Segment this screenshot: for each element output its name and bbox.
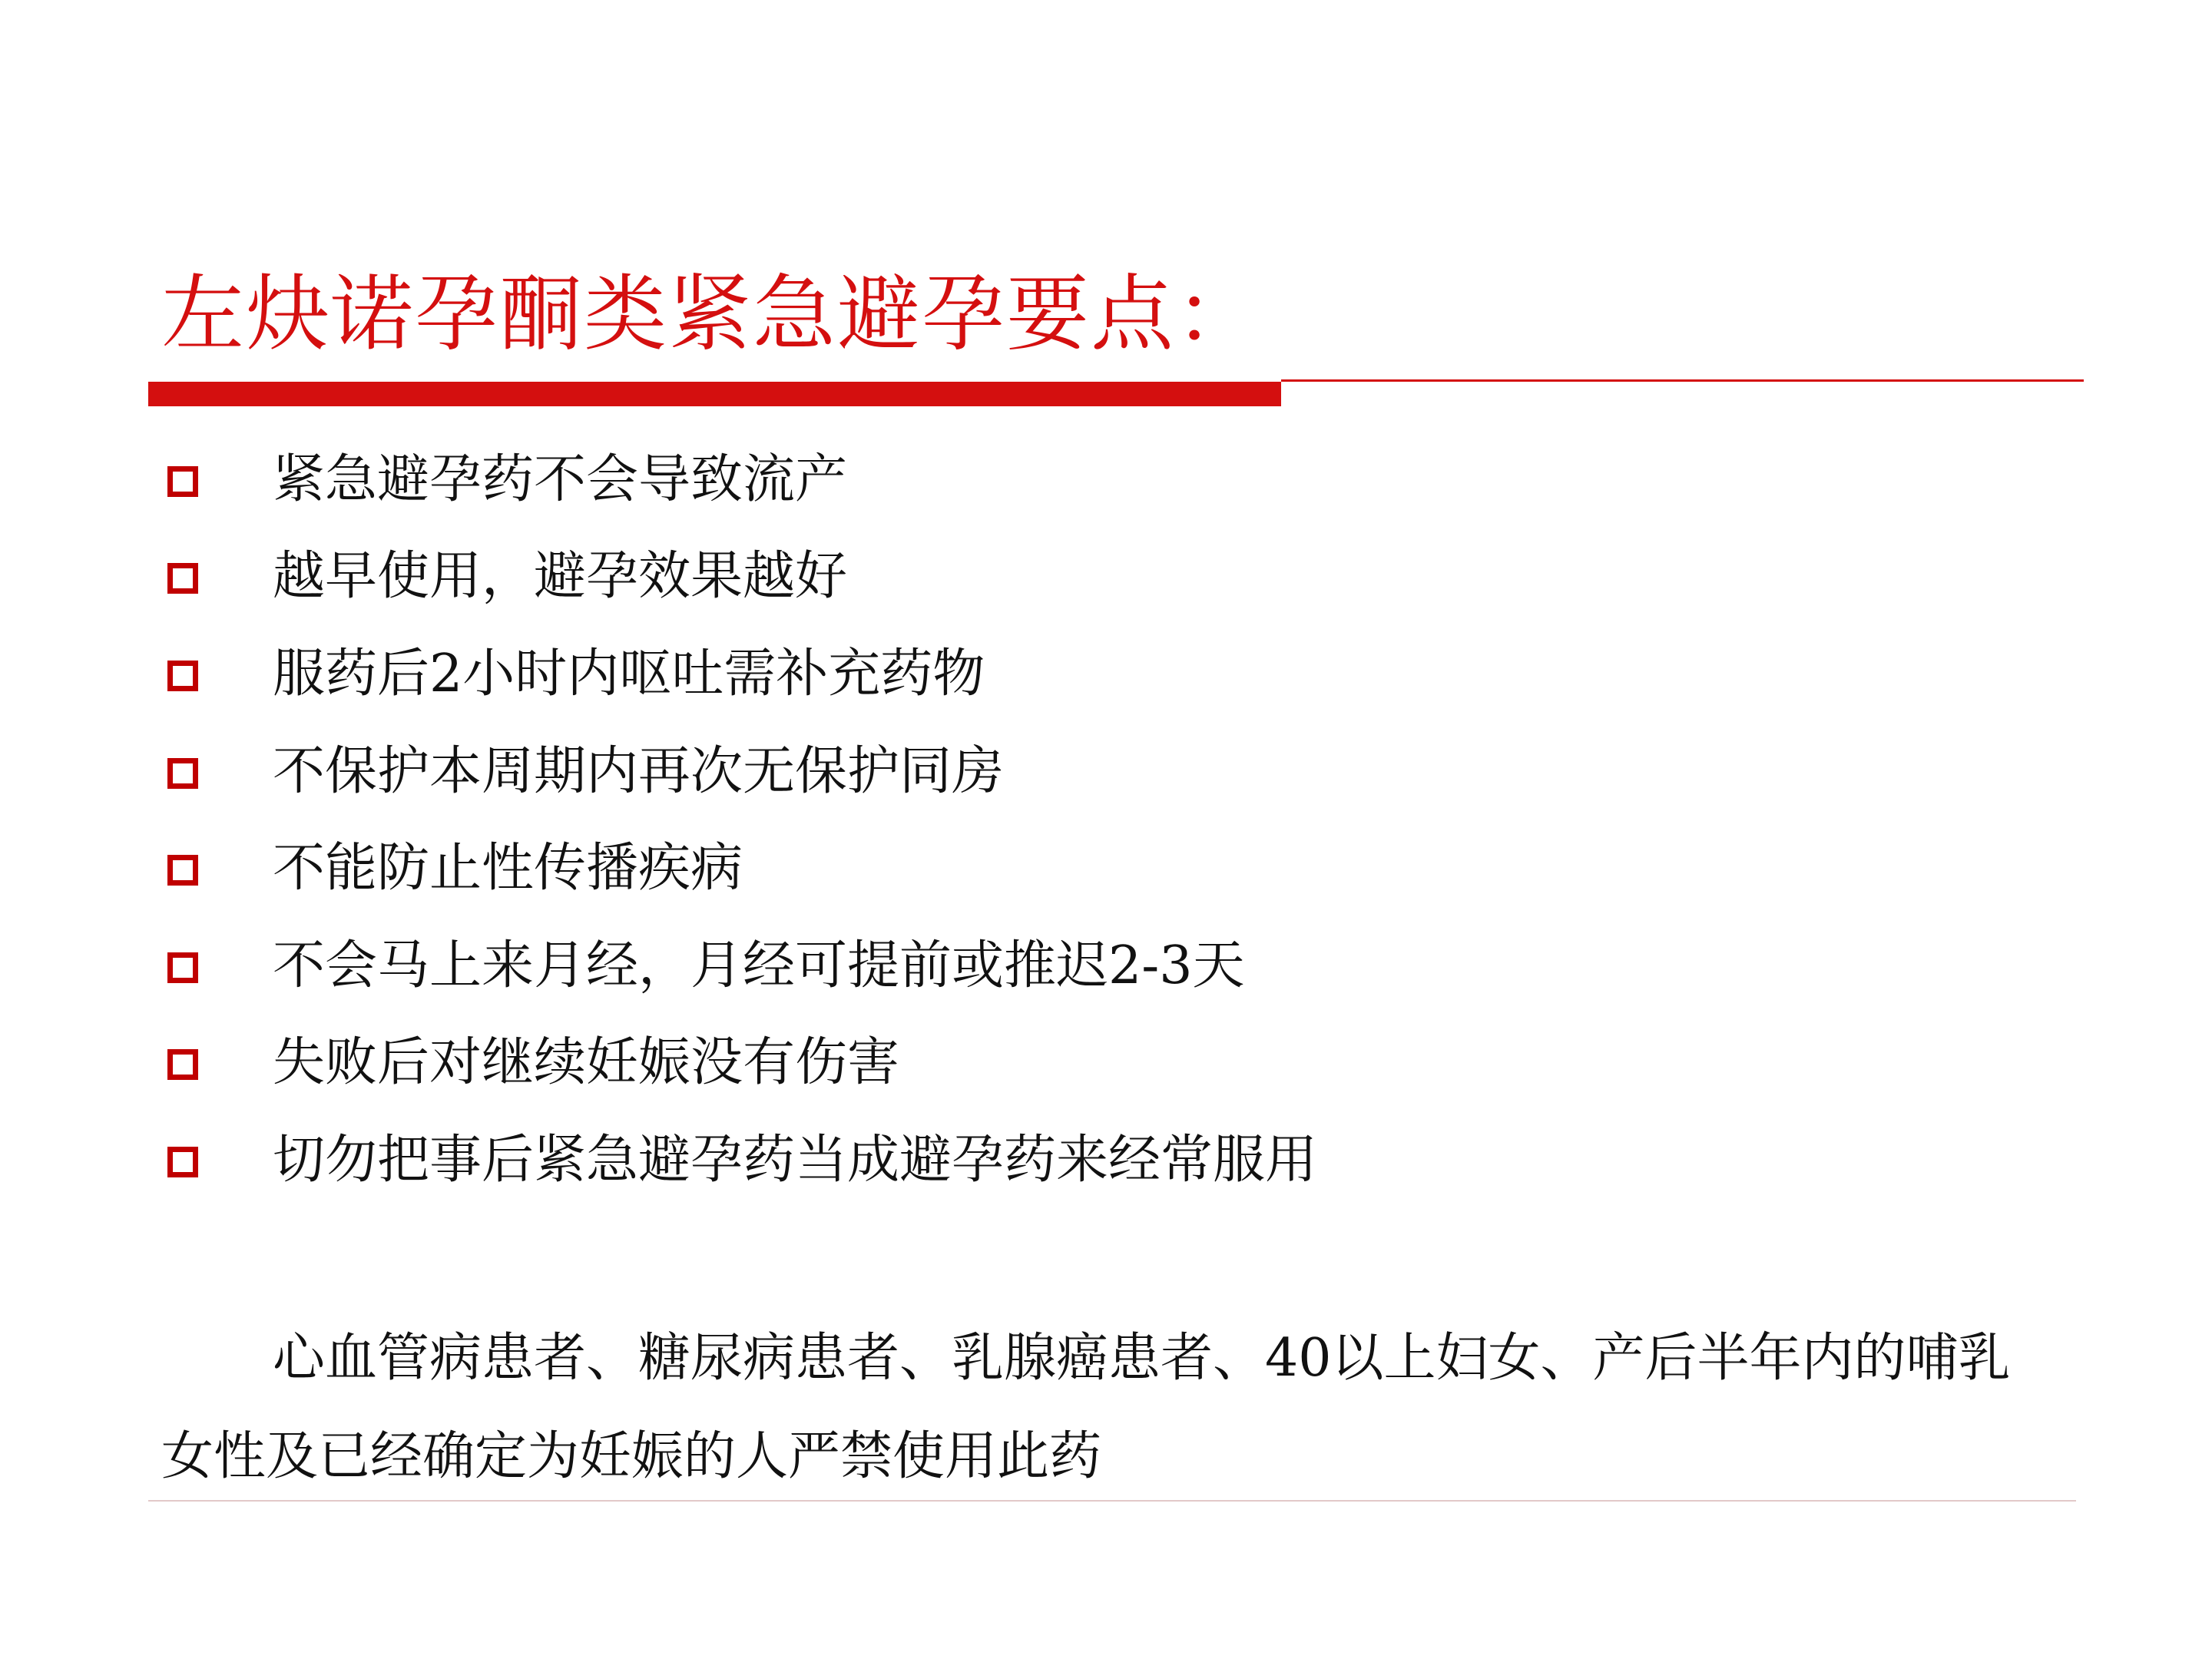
bullet-text: 失败后对继续妊娠没有伤害	[273, 1032, 900, 1093]
bullet-item	[0, 632, 2212, 717]
title-underline-thick	[148, 382, 1281, 406]
title-underline-thin	[1281, 379, 2084, 382]
slide-title: 左炔诺孕酮类紧急避孕要点：	[161, 267, 1260, 363]
bullet-item	[0, 1118, 2212, 1203]
bullet-text: 越早使用，避孕效果越好	[273, 546, 848, 607]
bullet-item	[0, 1021, 2212, 1105]
bullet-text: 紧急避孕药不会导致流产	[273, 449, 848, 510]
bullet-text: 服药后2小时内呕吐需补充药物	[273, 644, 985, 704]
hollow-square-bullet-icon	[167, 466, 198, 497]
hollow-square-bullet-icon	[167, 1147, 198, 1177]
warning-paragraph: 心血管病患者、糖尿病患者、乳腺癌患者、40以上妇女、产后半年内的哺乳女性及已经确定为妊娠的人严禁使用此药	[161, 1328, 2011, 1487]
bullet-item	[0, 438, 2212, 522]
bullet-item	[0, 924, 2212, 1008]
hollow-square-bullet-icon	[167, 855, 198, 886]
bottom-divider	[148, 1500, 2076, 1502]
hollow-square-bullet-icon	[167, 563, 198, 594]
bullet-text: 不保护本周期内再次无保护同房	[273, 741, 1005, 802]
hollow-square-bullet-icon	[167, 1049, 198, 1080]
bullet-text: 不能防止性传播疾病	[273, 838, 743, 899]
bullet-item	[0, 730, 2212, 814]
bullet-text: 不会马上来月经，月经可提前或推迟2-3天	[273, 935, 1245, 996]
hollow-square-bullet-icon	[167, 661, 198, 691]
bullet-text: 切勿把事后紧急避孕药当成避孕药来经常服用	[273, 1130, 1318, 1190]
hollow-square-bullet-icon	[167, 758, 198, 789]
bullet-item	[0, 826, 2212, 911]
bullet-item	[0, 535, 2212, 619]
hollow-square-bullet-icon	[167, 952, 198, 983]
